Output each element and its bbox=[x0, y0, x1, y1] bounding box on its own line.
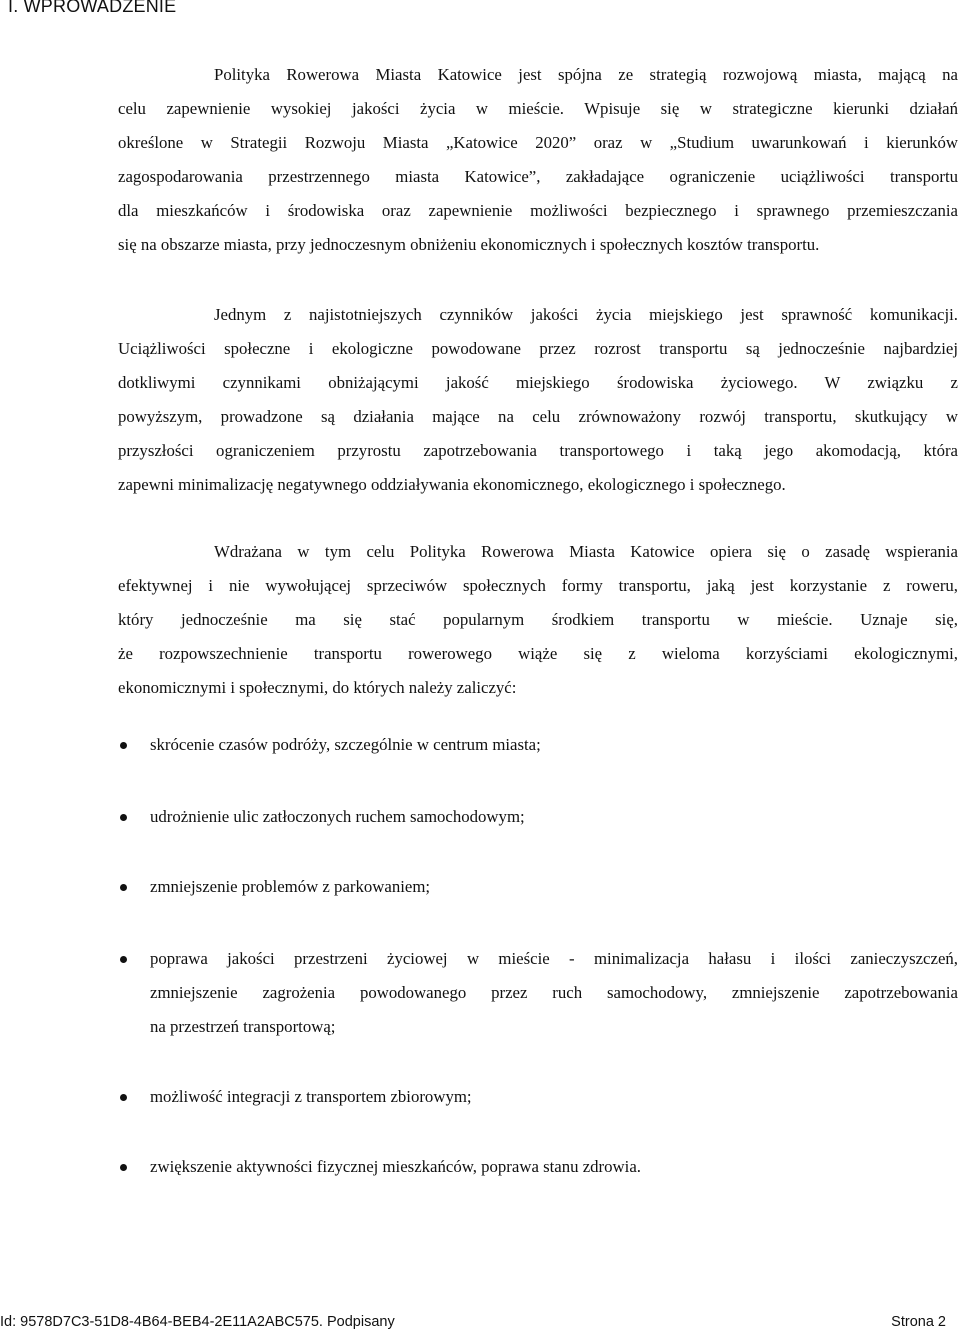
paragraph-line: że rozpowszechnienie transportu rowerowego wiąże się z wieloma korzyściami ekologicznymi, bbox=[118, 644, 958, 663]
list-item-text: zmniejszenie problemów z parkowaniem; bbox=[150, 877, 431, 896]
paragraph-line: zapewni minimalizację negatywnego oddziaływania ekonomicznego, ekologicznego i społecznego. bbox=[118, 475, 786, 494]
paragraph-policy bbox=[118, 535, 958, 705]
paragraph-line: efektywnej i nie wywołującej sprzeciwów społecznych formy transportu, jaką jest korzystanie z roweru, bbox=[118, 576, 958, 595]
bullet-icon bbox=[120, 1164, 127, 1171]
bullet-icon bbox=[120, 956, 127, 963]
paragraph-line: zagospodarowania przestrzennego miasta Katowice”, zakładające ograniczenie uciążliwości transportu bbox=[118, 167, 958, 186]
page-number: Strona 2 bbox=[891, 1314, 946, 1330]
paragraph-line: Polityka Rowerowa Miasta Katowice jest spójna ze strategią rozwojową miasta, mającą na bbox=[214, 65, 958, 84]
list-item-text: skrócenie czasów podróży, szczególnie w centrum miasta; bbox=[150, 735, 541, 754]
list-item-text: zwiększenie aktywności fizycznej mieszkańców, poprawa stanu zdrowia. bbox=[150, 1157, 641, 1176]
document-id-footer: Id: 9578D7C3-51D8-4B64-BEB4-2E11A2ABC575. Podpisany bbox=[0, 1314, 395, 1330]
paragraph-line: określone w Strategii Rozwoju Miasta „Katowice 2020” oraz w „Studium uwarunkowań i kierunków bbox=[118, 133, 958, 152]
paragraph-line: się na obszarze miasta, przy jednoczesnym obniżeniu ekonomicznych i społecznych kosztów transportu. bbox=[118, 235, 820, 254]
paragraph-line: Wdrażana w tym celu Polityka Rowerowa Miasta Katowice opiera się o zasadę wspierania bbox=[214, 542, 958, 561]
paragraph-line: Uciążliwości społeczne i ekologiczne powodowane przez rozrost transportu są jednocześnie najbardziej bbox=[118, 339, 958, 358]
list-item-text: udrożnienie ulic zatłoczonych ruchem samochodowym; bbox=[150, 807, 525, 826]
paragraph-line: który jednocześnie ma się stać popularnym środkiem transportu w mieście. Uznaje się, bbox=[118, 610, 958, 629]
list-item-text: poprawa jakości przestrzeni życiowej w mieście - minimalizacja hałasu i ilości zanieczyszczeń, bbox=[150, 949, 958, 968]
list-item-text: zmniejszenie zagrożenia powodowanego przez ruch samochodowy, zmniejszenie zapotrzebowania bbox=[150, 983, 958, 1002]
bullet-icon bbox=[120, 814, 127, 821]
list-item-text: na przestrzeń transportową; bbox=[150, 1017, 336, 1036]
paragraph-line: ekonomicznymi i społecznymi, do których należy zaliczyć: bbox=[118, 678, 517, 697]
paragraph-line: dotkliwymi czynnikami obniżającymi jakość miejskiego środowiska życiowego. W związku z bbox=[118, 373, 958, 392]
paragraph-line: Jednym z najistotniejszych czynników jakości życia miejskiego jest sprawność komunikacji. bbox=[214, 305, 958, 324]
section-heading: I. WPROWADZENIE bbox=[8, 0, 177, 16]
bullet-icon bbox=[120, 742, 127, 749]
list-item-text: możliwość integracji z transportem zbiorowym; bbox=[150, 1087, 472, 1106]
bullet-icon bbox=[120, 1094, 127, 1101]
paragraph-intro bbox=[118, 58, 958, 262]
paragraph-line: powyższym, prowadzone są działania mające na celu zrównoważony rozwój transportu, skutkujący w bbox=[118, 407, 958, 426]
bullet-icon bbox=[120, 884, 127, 891]
paragraph-communication bbox=[118, 298, 958, 502]
paragraph-line: dla mieszkańców i środowiska oraz zapewnienie możliwości bezpiecznego i sprawnego przemieszczania bbox=[118, 201, 958, 220]
paragraph-line: celu zapewnienie wysokiej jakości życia w mieście. Wpisuje się w strategiczne kierunki działań bbox=[118, 99, 958, 118]
paragraph-line: przyszłości ograniczeniem przyrostu zapotrzebowania transportowego i taką jego akomodacją, która bbox=[118, 441, 958, 460]
